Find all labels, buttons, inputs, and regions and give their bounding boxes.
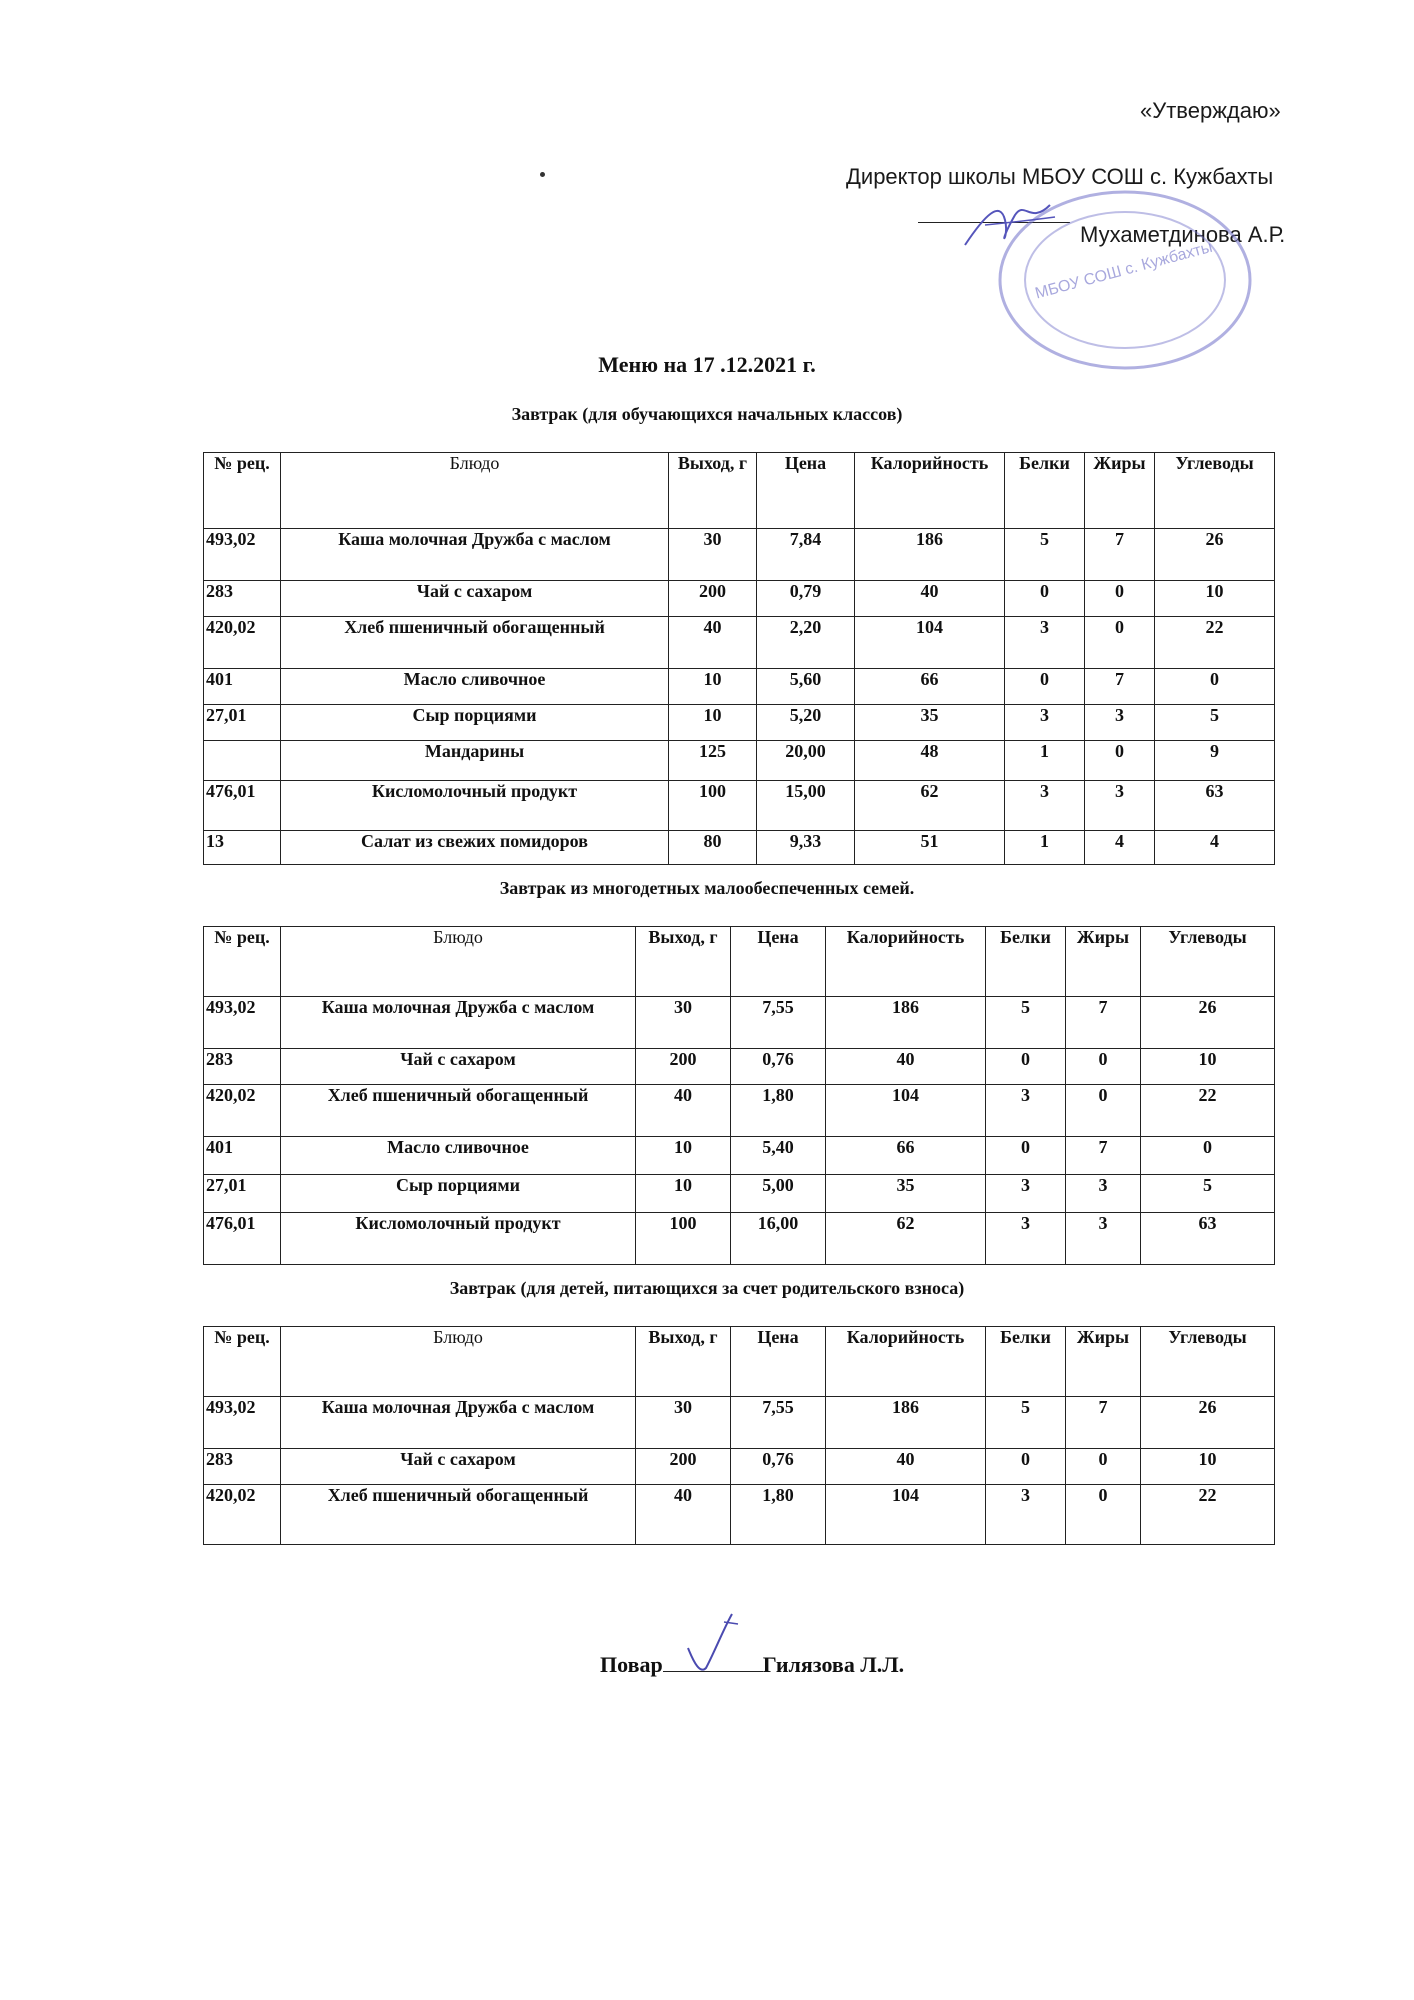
fat-cell: 4: [1085, 831, 1155, 865]
table-row: [204, 1137, 1275, 1175]
carbs-cell: 4: [1155, 831, 1275, 865]
cook-name: Гилязова Л.Л.: [762, 1652, 905, 1677]
price-cell: 0,79: [757, 581, 855, 617]
recipe-cell: [204, 741, 281, 781]
price-cell: 7,55: [731, 997, 826, 1049]
col-dish: Блюдо: [281, 1327, 636, 1397]
carbs-cell: 5: [1141, 1175, 1275, 1213]
yield-cell: 100: [636, 1213, 731, 1265]
calories-cell: 104: [826, 1085, 986, 1137]
price-cell: 5,40: [731, 1137, 826, 1175]
carbs-cell: 22: [1155, 617, 1275, 669]
section-caption-1: Завтрак (для обучающихся начальных классов): [511, 404, 903, 424]
price-cell: 9,33: [757, 831, 855, 865]
menu-table-3: [203, 1326, 1275, 1545]
calories-cell: 40: [826, 1049, 986, 1085]
calories-cell: 40: [855, 581, 1005, 617]
table-row: [204, 581, 1275, 617]
col-carbs: Углеводы: [1141, 1327, 1275, 1397]
yield-cell: 125: [669, 741, 757, 781]
calories-cell: 104: [855, 617, 1005, 669]
price-cell: 15,00: [757, 781, 855, 831]
protein-cell: 1: [1005, 741, 1085, 781]
price-cell: 5,60: [757, 669, 855, 705]
col-fat: Жиры: [1066, 927, 1141, 997]
fat-cell: 0: [1085, 741, 1155, 781]
recipe-cell: 283: [204, 1049, 281, 1085]
yield-cell: 200: [636, 1449, 731, 1485]
recipe-cell: 493,02: [204, 997, 281, 1049]
menu-title: Меню на 17 .12.2021 г.: [598, 352, 816, 377]
recipe-cell: 476,01: [204, 781, 281, 831]
dish-cell: Хлеб пшеничный обогащенный: [281, 1085, 636, 1137]
dish-cell: Чай с сахаром: [281, 1049, 636, 1085]
col-carbs: Углеводы: [1155, 453, 1275, 529]
dish-cell: Кисломолочный продукт: [281, 781, 669, 831]
carbs-cell: 10: [1141, 1049, 1275, 1085]
table-row: [204, 997, 1275, 1049]
price-cell: 5,20: [757, 705, 855, 741]
fat-cell: 0: [1066, 1085, 1141, 1137]
fat-cell: 3: [1066, 1213, 1141, 1265]
protein-cell: 5: [986, 1397, 1066, 1449]
calories-cell: 66: [826, 1137, 986, 1175]
calories-cell: 186: [826, 1397, 986, 1449]
dish-cell: Мандарины: [281, 741, 669, 781]
table-row: [204, 1449, 1275, 1485]
carbs-cell: 22: [1141, 1485, 1275, 1545]
table-row: [204, 669, 1275, 705]
col-yield: Выход, г: [636, 927, 731, 997]
yield-cell: 100: [669, 781, 757, 831]
table-row: [204, 617, 1275, 669]
col-calories: Калорийность: [855, 453, 1005, 529]
protein-cell: 1: [1005, 831, 1085, 865]
table-row: [204, 1175, 1275, 1213]
dish-cell: Масло сливочное: [281, 669, 669, 705]
protein-cell: 3: [1005, 705, 1085, 741]
dish-cell: Сыр порциями: [281, 1175, 636, 1213]
fat-cell: 3: [1066, 1175, 1141, 1213]
calories-cell: 35: [855, 705, 1005, 741]
table-row: [204, 1485, 1275, 1545]
price-cell: 7,55: [731, 1397, 826, 1449]
menu-table-1: [203, 452, 1275, 865]
dish-cell: Кисломолочный продукт: [281, 1213, 636, 1265]
protein-cell: 3: [986, 1213, 1066, 1265]
recipe-cell: 401: [204, 669, 281, 705]
col-yield: Выход, г: [636, 1327, 731, 1397]
fat-cell: 0: [1066, 1485, 1141, 1545]
table-row: [204, 529, 1275, 581]
col-protein: Белки: [986, 1327, 1066, 1397]
col-carbs: Углеводы: [1141, 927, 1275, 997]
dish-cell: Чай с сахаром: [281, 1449, 636, 1485]
col-price: Цена: [731, 1327, 826, 1397]
recipe-cell: 476,01: [204, 1213, 281, 1265]
dish-cell: Хлеб пшеничный обогащенный: [281, 617, 669, 669]
recipe-cell: 493,02: [204, 1397, 281, 1449]
dish-cell: Сыр порциями: [281, 705, 669, 741]
col-calories: Калорийность: [826, 927, 986, 997]
yield-cell: 40: [669, 617, 757, 669]
price-cell: 20,00: [757, 741, 855, 781]
table-row: [204, 781, 1275, 831]
col-protein: Белки: [1005, 453, 1085, 529]
carbs-cell: 63: [1141, 1213, 1275, 1265]
protein-cell: 3: [986, 1085, 1066, 1137]
table-row: [204, 1397, 1275, 1449]
table-row: [204, 741, 1275, 781]
col-dish: Блюдо: [281, 453, 669, 529]
fat-cell: 7: [1085, 529, 1155, 581]
calories-cell: 186: [826, 997, 986, 1049]
recipe-cell: 13: [204, 831, 281, 865]
yield-cell: 30: [636, 997, 731, 1049]
price-cell: 5,00: [731, 1175, 826, 1213]
director-signature: [955, 195, 1065, 255]
fat-cell: 0: [1066, 1049, 1141, 1085]
col-calories: Калорийность: [826, 1327, 986, 1397]
calories-cell: 62: [826, 1213, 986, 1265]
dish-cell: Чай с сахаром: [281, 581, 669, 617]
dish-cell: Хлеб пшеничный обогащенный: [281, 1485, 636, 1545]
protein-cell: 0: [986, 1449, 1066, 1485]
col-fat: Жиры: [1085, 453, 1155, 529]
carbs-cell: 5: [1155, 705, 1275, 741]
col-fat: Жиры: [1066, 1327, 1141, 1397]
price-cell: 2,20: [757, 617, 855, 669]
stamp-text: МБОУ СОШ с. Кужбахты: [1033, 238, 1215, 303]
price-cell: 1,80: [731, 1485, 826, 1545]
protein-cell: 0: [1005, 669, 1085, 705]
yield-cell: 80: [669, 831, 757, 865]
carbs-cell: 22: [1141, 1085, 1275, 1137]
yield-cell: 10: [669, 705, 757, 741]
table-row: [204, 1049, 1275, 1085]
dish-cell: Каша молочная Дружба с маслом: [281, 529, 669, 581]
price-cell: 7,84: [757, 529, 855, 581]
protein-cell: 5: [1005, 529, 1085, 581]
fat-cell: 0: [1066, 1449, 1141, 1485]
col-price: Цена: [731, 927, 826, 997]
header-row: [204, 927, 1275, 997]
calories-cell: 66: [855, 669, 1005, 705]
table-row: [204, 1213, 1275, 1265]
calories-cell: 104: [826, 1485, 986, 1545]
price-cell: 0,76: [731, 1049, 826, 1085]
col-dish: Блюдо: [281, 927, 636, 997]
fat-cell: 7: [1085, 669, 1155, 705]
section-caption-2: Завтрак из многодетных малообеспеченных семей.: [499, 878, 915, 898]
calories-cell: 62: [855, 781, 1005, 831]
table-row: [204, 831, 1275, 865]
director-line: Директор школы МБОУ СОШ с. Кужбахты: [846, 164, 1274, 189]
carbs-cell: 26: [1141, 1397, 1275, 1449]
dish-cell: Салат из свежих помидоров: [281, 831, 669, 865]
carbs-cell: 9: [1155, 741, 1275, 781]
recipe-cell: 493,02: [204, 529, 281, 581]
protein-cell: 3: [1005, 617, 1085, 669]
header-row: [204, 453, 1275, 529]
carbs-cell: 0: [1155, 669, 1275, 705]
approval-word: «Утверждаю»: [1140, 98, 1281, 123]
protein-cell: 0: [986, 1049, 1066, 1085]
carbs-cell: 63: [1155, 781, 1275, 831]
calories-cell: 48: [855, 741, 1005, 781]
fat-cell: 3: [1085, 781, 1155, 831]
section-caption-3: Завтрак (для детей, питающихся за счет родительского взноса): [449, 1278, 965, 1298]
cook-signature: [680, 1608, 760, 1678]
price-cell: 0,76: [731, 1449, 826, 1485]
header-row: [204, 1327, 1275, 1397]
carbs-cell: 10: [1141, 1449, 1275, 1485]
calories-cell: 186: [855, 529, 1005, 581]
table-row: [204, 1085, 1275, 1137]
yield-cell: 10: [636, 1175, 731, 1213]
yield-cell: 30: [636, 1397, 731, 1449]
menu-table-2: [203, 926, 1275, 1265]
col-protein: Белки: [986, 927, 1066, 997]
col-yield: Выход, г: [669, 453, 757, 529]
yield-cell: 40: [636, 1085, 731, 1137]
protein-cell: 5: [986, 997, 1066, 1049]
cook-label: Повар: [600, 1652, 663, 1677]
speck: [540, 172, 545, 177]
yield-cell: 30: [669, 529, 757, 581]
protein-cell: 0: [986, 1137, 1066, 1175]
recipe-cell: 283: [204, 581, 281, 617]
fat-cell: 7: [1066, 1137, 1141, 1175]
yield-cell: 200: [636, 1049, 731, 1085]
yield-cell: 40: [636, 1485, 731, 1545]
calories-cell: 35: [826, 1175, 986, 1213]
recipe-cell: 27,01: [204, 705, 281, 741]
col-price: Цена: [757, 453, 855, 529]
yield-cell: 200: [669, 581, 757, 617]
carbs-cell: 26: [1155, 529, 1275, 581]
dish-cell: Каша молочная Дружба с маслом: [281, 1397, 636, 1449]
col-recipe: № рец.: [204, 927, 281, 997]
recipe-cell: 420,02: [204, 1485, 281, 1545]
protein-cell: 3: [986, 1175, 1066, 1213]
fat-cell: 7: [1066, 1397, 1141, 1449]
fat-cell: 3: [1085, 705, 1155, 741]
dish-cell: Масло сливочное: [281, 1137, 636, 1175]
col-recipe: № рец.: [204, 453, 281, 529]
carbs-cell: 0: [1141, 1137, 1275, 1175]
director-name: Мухаметдинова А.Р.: [1080, 222, 1286, 247]
protein-cell: 3: [986, 1485, 1066, 1545]
fat-cell: 7: [1066, 997, 1141, 1049]
fat-cell: 0: [1085, 581, 1155, 617]
carbs-cell: 10: [1155, 581, 1275, 617]
protein-cell: 0: [1005, 581, 1085, 617]
dish-cell: Каша молочная Дружба с маслом: [281, 997, 636, 1049]
calories-cell: 51: [855, 831, 1005, 865]
price-cell: 16,00: [731, 1213, 826, 1265]
recipe-cell: 420,02: [204, 617, 281, 669]
carbs-cell: 26: [1141, 997, 1275, 1049]
fat-cell: 0: [1085, 617, 1155, 669]
recipe-cell: 420,02: [204, 1085, 281, 1137]
calories-cell: 40: [826, 1449, 986, 1485]
yield-cell: 10: [636, 1137, 731, 1175]
recipe-cell: 283: [204, 1449, 281, 1485]
protein-cell: 3: [1005, 781, 1085, 831]
table-row: [204, 705, 1275, 741]
yield-cell: 10: [669, 669, 757, 705]
recipe-cell: 401: [204, 1137, 281, 1175]
price-cell: 1,80: [731, 1085, 826, 1137]
col-recipe: № рец.: [204, 1327, 281, 1397]
recipe-cell: 27,01: [204, 1175, 281, 1213]
